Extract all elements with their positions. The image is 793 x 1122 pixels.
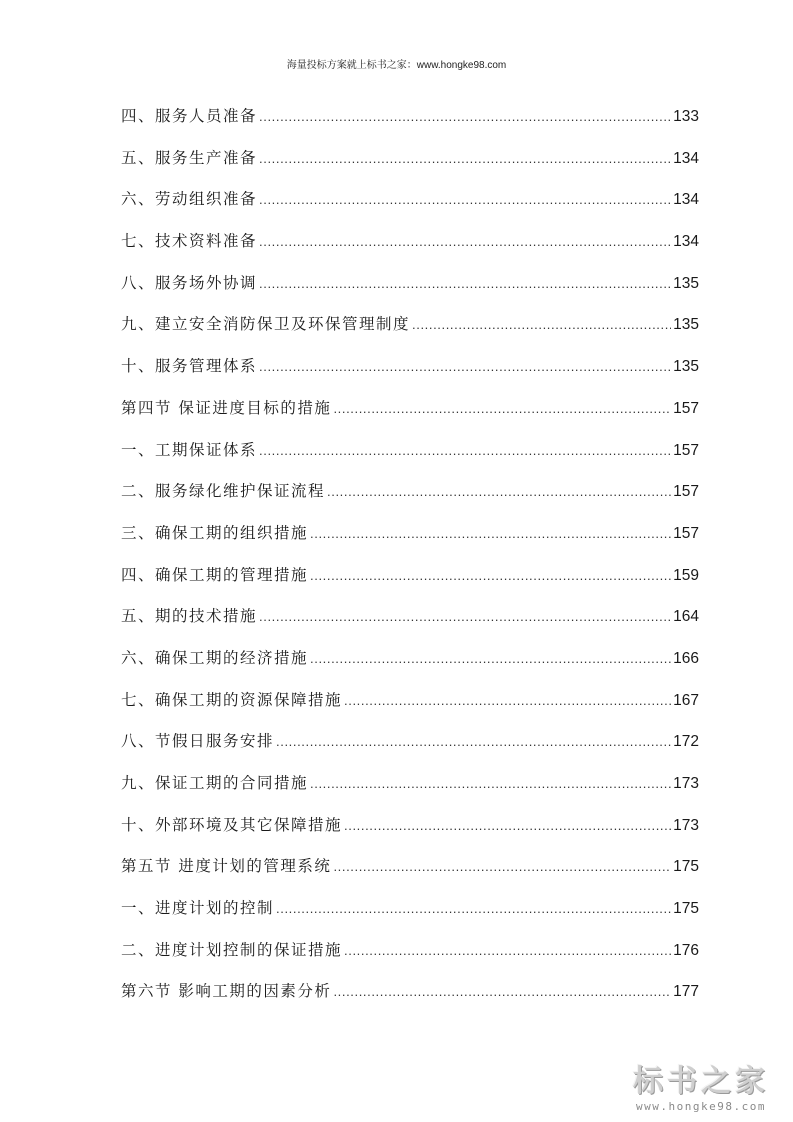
toc-entry-title: 九、保证工期的合同措施 bbox=[121, 774, 309, 792]
toc-entry-page: 133 bbox=[673, 108, 699, 125]
toc-dot-leader bbox=[259, 270, 671, 298]
toc-entry-title: 一、进度计划的控制 bbox=[121, 899, 275, 918]
logo-brand: 标书之家 bbox=[633, 1064, 769, 1099]
toc-entry-page: 175 bbox=[673, 858, 699, 876]
toc-entry[interactable] bbox=[121, 310, 699, 352]
toc-entry-page: 134 bbox=[673, 233, 699, 251]
toc-entry-page: 134 bbox=[673, 191, 699, 209]
toc-dot-leader bbox=[344, 812, 671, 840]
toc-entry-page: 177 bbox=[673, 983, 699, 1001]
toc-entry-title: 八、节假日服务安排 bbox=[121, 732, 275, 751]
page-header bbox=[0, 56, 793, 71]
toc-dot-leader bbox=[310, 645, 671, 673]
toc-entry-title: 二、服务绿化维护保证流程 bbox=[121, 482, 326, 501]
toc-entry-title: 二、进度计划控制的保证措施 bbox=[121, 940, 343, 959]
toc-entry[interactable] bbox=[121, 352, 699, 394]
toc-dot-leader bbox=[333, 978, 671, 1006]
toc-entry-title: 一、工期保证体系 bbox=[121, 440, 258, 459]
toc-entry-title: 七、技术资料准备 bbox=[121, 232, 258, 251]
toc-entry-title: 第五节 进度计划的管理系统 bbox=[121, 857, 332, 876]
toc-entry-page: 157 bbox=[673, 524, 699, 542]
toc-entry-title: 五、服务生产准备 bbox=[121, 148, 258, 167]
toc-dot-leader bbox=[259, 145, 671, 173]
toc-entry[interactable] bbox=[121, 561, 699, 603]
toc-entry-page: 157 bbox=[673, 399, 699, 417]
toc-entry-title: 十、服务管理体系 bbox=[121, 357, 258, 376]
toc-entry-title: 六、劳动组织准备 bbox=[121, 190, 258, 209]
toc-dot-leader bbox=[259, 186, 671, 214]
table-of-contents bbox=[121, 102, 699, 1019]
toc-entry-title: 四、确保工期的管理措施 bbox=[121, 565, 309, 584]
toc-dot-leader bbox=[310, 562, 671, 590]
toc-entry[interactable] bbox=[121, 727, 699, 769]
toc-entry-page: 175 bbox=[673, 900, 699, 918]
toc-entry[interactable] bbox=[121, 852, 699, 894]
toc-entry-title: 四、服务人员准备 bbox=[121, 107, 258, 125]
toc-entry-title: 五、期的技术措施 bbox=[121, 607, 258, 626]
toc-dot-leader bbox=[333, 395, 671, 423]
toc-dot-leader bbox=[310, 770, 671, 798]
toc-entry-title: 第六节 影响工期的因素分析 bbox=[121, 982, 332, 1001]
toc-dot-leader bbox=[276, 728, 671, 756]
toc-entry-page: 173 bbox=[673, 816, 699, 834]
toc-dot-leader bbox=[333, 853, 671, 881]
toc-entry-page: 135 bbox=[673, 274, 699, 292]
toc-entry[interactable] bbox=[121, 519, 699, 561]
toc-entry-title: 三、确保工期的组织措施 bbox=[121, 523, 309, 542]
watermark-logo bbox=[621, 1064, 781, 1114]
toc-entry-page: 164 bbox=[673, 608, 699, 626]
toc-entry-page: 166 bbox=[673, 649, 699, 667]
toc-entry[interactable] bbox=[121, 811, 699, 853]
toc-entry-title: 六、确保工期的经济措施 bbox=[121, 648, 309, 667]
toc-dot-leader bbox=[344, 937, 671, 965]
toc-entry-page: 157 bbox=[673, 483, 699, 501]
toc-dot-leader bbox=[259, 353, 671, 381]
toc-entry-page: 135 bbox=[673, 358, 699, 376]
toc-entry-page: 135 bbox=[673, 316, 699, 334]
toc-entry-page: 176 bbox=[673, 941, 699, 959]
toc-entry[interactable] bbox=[121, 144, 699, 186]
toc-dot-leader bbox=[259, 228, 671, 256]
toc-entry-page: 134 bbox=[673, 149, 699, 167]
toc-entry[interactable] bbox=[121, 394, 699, 436]
toc-entry-title: 十、外部环境及其它保障措施 bbox=[121, 815, 343, 834]
toc-entry[interactable] bbox=[121, 102, 699, 144]
toc-entry-page: 159 bbox=[673, 566, 699, 584]
toc-entry[interactable] bbox=[121, 227, 699, 269]
header-text: 海量投标方案就上标书之家： bbox=[286, 60, 417, 71]
toc-entry-page: 173 bbox=[673, 775, 699, 792]
toc-dot-leader bbox=[276, 895, 671, 923]
toc-entry-page: 167 bbox=[673, 691, 699, 709]
toc-dot-leader bbox=[310, 520, 671, 548]
header-url: www.hongke98.com bbox=[416, 60, 507, 71]
toc-dot-leader bbox=[344, 687, 671, 715]
toc-dot-leader bbox=[327, 478, 671, 506]
toc-entry[interactable] bbox=[121, 477, 699, 519]
toc-dot-leader bbox=[412, 311, 671, 339]
toc-entry[interactable] bbox=[121, 269, 699, 311]
toc-entry-title: 八、服务场外协调 bbox=[121, 273, 258, 292]
toc-entry-title: 第四节 保证进度目标的措施 bbox=[121, 398, 332, 417]
toc-entry[interactable] bbox=[121, 977, 699, 1019]
toc-entry-title: 七、确保工期的资源保障措施 bbox=[121, 690, 343, 709]
toc-dot-leader bbox=[259, 603, 671, 631]
toc-entry-page: 172 bbox=[673, 733, 699, 751]
toc-entry-page: 157 bbox=[673, 441, 699, 459]
toc-entry[interactable] bbox=[121, 686, 699, 728]
toc-dot-leader bbox=[259, 437, 671, 465]
toc-entry[interactable] bbox=[121, 644, 699, 686]
toc-entry[interactable] bbox=[121, 602, 699, 644]
logo-site-url: www.hongke98.com bbox=[636, 1100, 766, 1113]
toc-entry[interactable] bbox=[121, 894, 699, 936]
toc-entry-title: 九、建立安全消防保卫及环保管理制度 bbox=[121, 315, 411, 334]
toc-entry[interactable] bbox=[121, 436, 699, 478]
toc-entry[interactable] bbox=[121, 185, 699, 227]
toc-entry[interactable] bbox=[121, 936, 699, 978]
toc-entry[interactable] bbox=[121, 769, 699, 811]
toc-dot-leader bbox=[259, 103, 671, 131]
